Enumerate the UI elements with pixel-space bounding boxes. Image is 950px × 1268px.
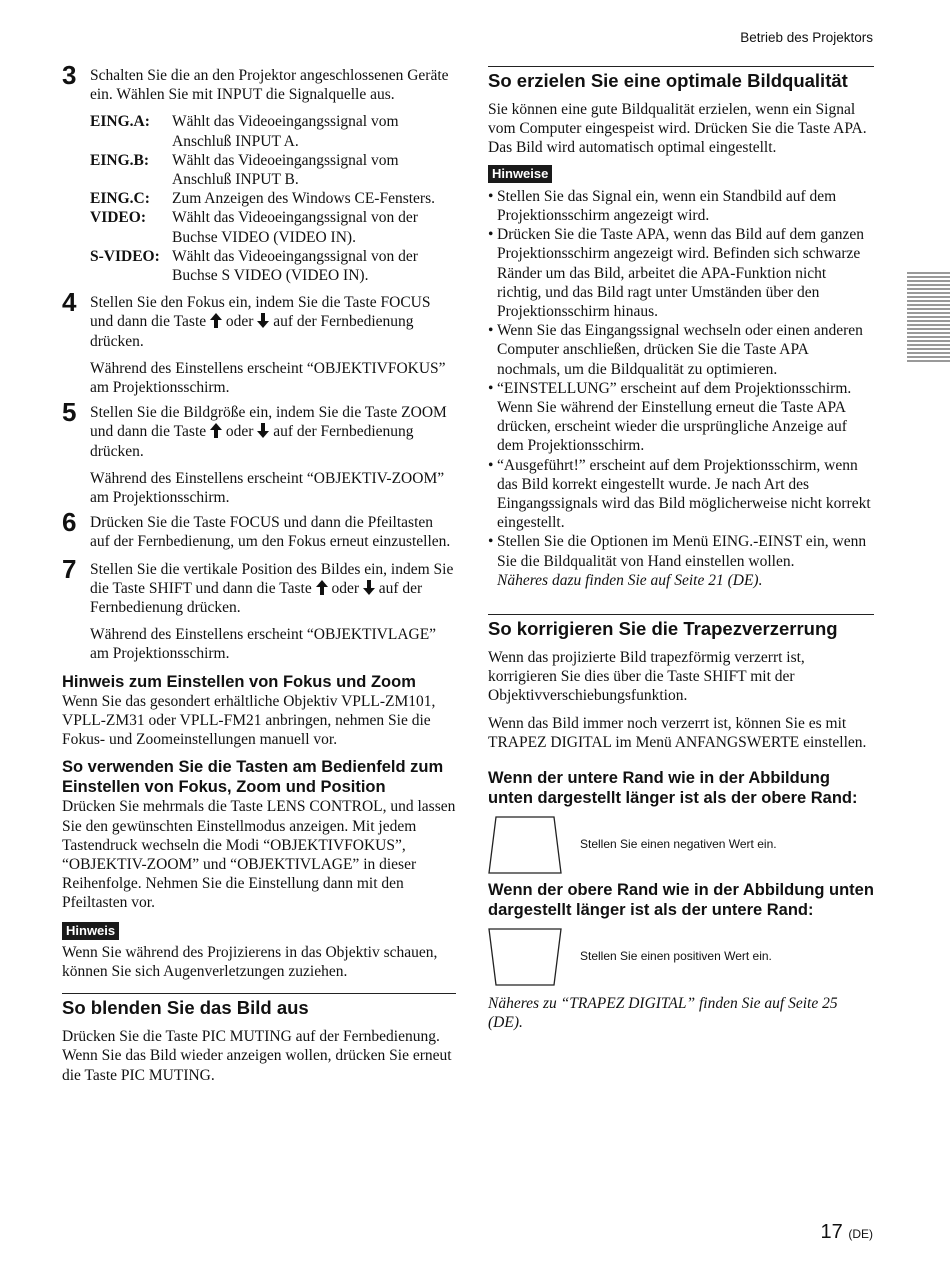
arrow-up-icon bbox=[210, 423, 222, 438]
input-term: EING.B: bbox=[90, 151, 149, 169]
input-desc: Wählt das Videoeingangssignal von der Buchse S VIDEO (VIDEO IN). bbox=[172, 247, 418, 285]
list-item bbox=[90, 112, 456, 150]
case-heading: Wenn der obere Rand wie in der Abbildung unten dargestellt länger ist als der untere Rand: bbox=[488, 881, 874, 920]
notes-badge: Hinweise bbox=[488, 165, 552, 183]
input-term: EING.A: bbox=[90, 113, 150, 131]
notes-list bbox=[488, 187, 874, 571]
case-heading: Wenn der untere Rand wie in der Abbildung unten dargestellt länger ist als der obere Rand: bbox=[488, 769, 858, 808]
input-desc: Zum Anzeigen des Windows CE-Fensters. bbox=[172, 190, 435, 208]
body-text: Drücken Sie mehrmals die Taste LENS CONTROL, und lassen Sie den gewünschten Einstellmodus anzeigen. Mit jedem Tastendruck wechseln die Modi “OBJEKTIVFOKUS”, “OBJEKTIV-ZOOM” und “OBJEKTIVLAGE” in dieser Reihenfolge. Nehmen Sie die Einstellung dann mit den Pfeiltasten vor. bbox=[62, 798, 456, 912]
step-number: 3 bbox=[62, 60, 77, 90]
figure-trapezoid-wide-bottom bbox=[488, 816, 874, 874]
body-text: Wenn das projizierte Bild trapezförmig verzerrt ist, korrigieren Sie dies über die Taste SHIFT mit der Objektivverschiebungsfunktion. bbox=[488, 649, 805, 705]
left-column bbox=[62, 60, 456, 1085]
arrow-up-icon bbox=[210, 313, 222, 328]
step-number: 4 bbox=[62, 287, 77, 318]
list-item: • Stellen Sie die Optionen im Menü EING.-EINST ein, wenn Sie die Bildqualität von Hand einstellen wollen. bbox=[488, 532, 874, 570]
list-item bbox=[90, 151, 456, 189]
list-item: • “EINSTELLUNG” erscheint auf dem Projektionsschirm. Wenn Sie während der Einstellung erneut die Taste APA drücken, erscheint wieder die ursprüngliche Anzeige auf dem Projektionsschirm. bbox=[488, 379, 874, 456]
step-3 bbox=[62, 60, 456, 104]
figure-trapezoid-wide-top bbox=[488, 928, 874, 986]
section-heading: So erzielen Sie eine optimale Bildqualität bbox=[488, 66, 874, 92]
step-note: Während des Einstellens erscheint “OBJEKTIVFOKUS” am Projektionsschirm. bbox=[90, 359, 446, 397]
body-text: Wenn Sie das gesondert erhältliche Objektiv VPLL-ZM101, VPLL-ZM31 oder VPLL-FM21 anbringen, nehmen Sie die Fokus- und Zoomeinstellungen manuell vor. bbox=[62, 692, 436, 749]
step-text: auf der Fernbedienung drücken. bbox=[90, 423, 414, 460]
input-source-list bbox=[90, 112, 456, 285]
page-number bbox=[821, 1223, 873, 1244]
note-badge: Hinweis bbox=[62, 922, 119, 940]
running-header: Betrieb des Projektors bbox=[740, 30, 873, 45]
step-text-or: oder bbox=[225, 313, 254, 331]
list-item: • Drücken Sie die Taste APA, wenn das Bild auf dem ganzen Projektionsschirm angezeigt wird. Befinden sich schwarze Ränder um das Bild, arbeitet die APA-Funktion nicht richtig, und das Bild ragt unter Umständen über den Projektionsschirm hinaus. bbox=[488, 225, 874, 321]
arrow-down-icon bbox=[363, 580, 375, 595]
section-heading: Hinweis zum Einstellen von Fokus und Zoom bbox=[62, 672, 416, 691]
trapezoid-wide-top-icon bbox=[488, 928, 562, 986]
step-text: auf der Fernbedienung drücken. bbox=[90, 579, 423, 617]
step-text: Schalten Sie die an den Projektor angeschlossenen Geräte ein. Wählen Sie mit INPUT die Signalquelle aus. bbox=[90, 67, 449, 104]
step-number: 7 bbox=[62, 553, 77, 584]
trapezoid-wide-bottom-icon bbox=[488, 816, 562, 874]
right-column bbox=[488, 66, 874, 1033]
page-reference: Näheres dazu finden Sie auf Seite 21 (DE). bbox=[497, 571, 763, 589]
step-text-or: oder bbox=[225, 423, 254, 441]
list-item: • Wenn Sie das Eingangssignal wechseln oder einen anderen Computer anschließen, drücken Sie die Taste APA nochmals, um die Bildqualität zu optimieren. bbox=[488, 321, 874, 379]
step-note: Während des Einstellens erscheint “OBJEKTIV-ZOOM” am Projektionsschirm. bbox=[90, 469, 445, 507]
step-number: 6 bbox=[62, 507, 77, 538]
list-item bbox=[90, 247, 456, 285]
page-reference: Näheres zu “TRAPEZ DIGITAL” finden Sie auf Seite 25 (DE). bbox=[488, 995, 838, 1032]
step-text: Stellen Sie den Fokus ein, indem Sie die Taste FOCUS und dann die Taste bbox=[90, 294, 431, 331]
body-text: Das Bild wird automatisch optimal eingestellt. bbox=[488, 139, 777, 157]
step-text: Stellen Sie die vertikale Position des Bildes ein, indem Sie die Taste SHIFT und dann die Taste bbox=[90, 560, 454, 597]
list-item bbox=[90, 189, 456, 208]
input-desc: Wählt das Videoeingangssignal von der Buchse VIDEO (VIDEO IN). bbox=[172, 209, 418, 246]
step-text: auf der Fernbedienung drücken. bbox=[90, 313, 414, 350]
body-text: Wenn Sie während des Projizierens in das Objektiv schauen, können Sie sich Augenverletzungen zuziehen. bbox=[62, 943, 438, 980]
step-6 bbox=[62, 507, 456, 551]
step-number: 5 bbox=[62, 397, 77, 428]
input-term: S-VIDEO: bbox=[90, 247, 160, 265]
step-4 bbox=[62, 287, 456, 351]
step-note: Während des Einstellens erscheint “OBJEKTIVLAGE” am Projektionsschirm. bbox=[90, 626, 437, 663]
body-text: Wenn das Bild immer noch verzerrt ist, können Sie es mit TRAPEZ DIGITAL im Menü ANFANGSWERTE einstellen. bbox=[488, 714, 867, 751]
page-number-value: 17 bbox=[820, 1221, 843, 1243]
section-heading: So verwenden Sie die Tasten am Bedienfeld zum Einstellen von Fokus, Zoom und Position bbox=[62, 758, 444, 797]
input-desc: Wählt das Videoeingangssignal vom Anschluß INPUT B. bbox=[172, 151, 399, 189]
body-text: Sie können eine gute Bildqualität erzielen, wenn ein Signal vom Computer eingespeist wird. Drücken Sie die Taste APA. bbox=[488, 101, 867, 138]
figure-caption: Stellen Sie einen positiven Wert ein. bbox=[580, 949, 772, 964]
section-heading: So korrigieren Sie die Trapezverzerrung bbox=[488, 614, 874, 640]
arrow-down-icon bbox=[257, 313, 269, 328]
list-item bbox=[90, 208, 456, 246]
arrow-down-icon bbox=[257, 423, 269, 438]
input-desc: Wählt das Videoeingangssignal vom Anschluß INPUT A. bbox=[172, 113, 399, 150]
step-7 bbox=[62, 553, 456, 618]
step-text: Drücken Sie die Taste FOCUS und dann die Pfeiltasten auf der Fernbedienung, um den Fokus erneut einzustellen. bbox=[90, 514, 451, 551]
step-text: Stellen Sie die Bildgröße ein, indem Sie die Taste ZOOM und dann die Taste bbox=[90, 404, 447, 441]
section-tab-marker bbox=[907, 272, 950, 364]
body-text: Drücken Sie die Taste PIC MUTING auf der Fernbedienung. Wenn Sie das Bild wieder anzeigen wollen, drücken Sie erneut die Taste PIC MUTING. bbox=[62, 1028, 452, 1084]
section-heading: So blenden Sie das Bild aus bbox=[62, 993, 456, 1019]
figure-caption: Stellen Sie einen negativen Wert ein. bbox=[580, 837, 777, 852]
page-number-suffix: (DE) bbox=[848, 1227, 873, 1241]
list-item: • Stellen Sie das Signal ein, wenn ein Standbild auf dem Projektionsschirm angezeigt wird. bbox=[488, 187, 874, 225]
arrow-up-icon bbox=[316, 580, 328, 595]
step-5 bbox=[62, 397, 456, 461]
list-item: • “Ausgeführt!” erscheint auf dem Projektionsschirm, wenn das Bild korrekt eingestellt wurde. Je nach Art des Eingangssignals wird das Bild möglicherweise nicht korrekt eingestellt. bbox=[488, 456, 874, 533]
input-term: VIDEO: bbox=[90, 209, 146, 227]
step-text-or: oder bbox=[331, 579, 359, 597]
input-term: EING.C: bbox=[90, 190, 150, 208]
